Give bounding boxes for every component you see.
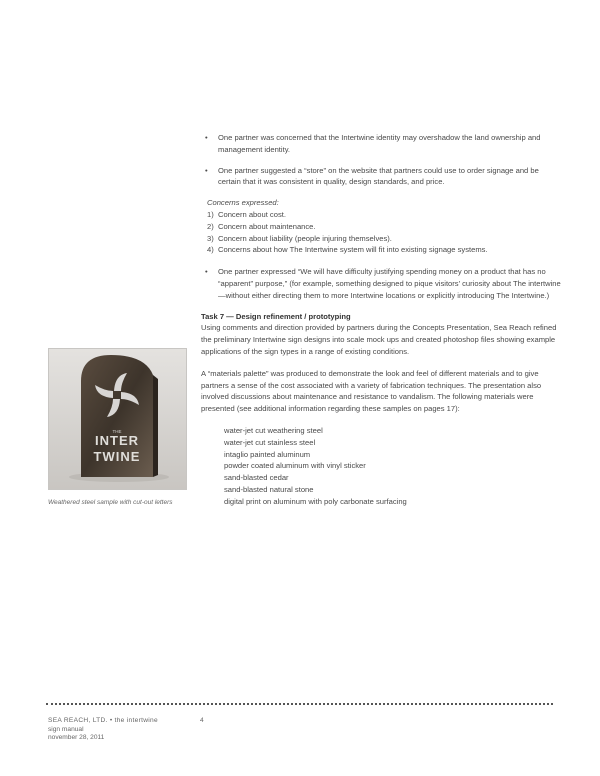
photo-caption: Weathered steel sample with cut-out letters [48, 499, 173, 506]
material-item: water-jet cut weathering steel [224, 425, 323, 435]
concern-text: Concern about cost. [218, 209, 286, 219]
bullet-dot: • [205, 165, 208, 175]
footer [48, 717, 158, 743]
concern-text: Concerns about how The Intertwine system will fit into existing signage systems. [218, 245, 488, 255]
bullet-text: One partner expressed “We will have difficulty justifying spending money on a product that has no “apparent” purpose,” (for example, something designed to pique visitors’ curiosity about The intertwine—without either directing them to more Intertwine locations or explicitly introducing The Intertwine.) [218, 267, 561, 300]
steel-sign-illustration [49, 349, 186, 489]
material-item: digital print on aluminum with poly carbonate surfacing [224, 496, 407, 506]
concern-text: Concern about maintenance. [218, 221, 316, 231]
concern-number: 2) [207, 221, 214, 231]
concern-item [207, 233, 561, 245]
main-content [201, 132, 561, 508]
footer-date: november 28, 2011 [48, 734, 105, 742]
bullet-dot: • [205, 133, 208, 142]
material-item: intaglio painted aluminum [224, 449, 311, 459]
bullet-item [201, 266, 561, 301]
bullet-text: One partner suggested a “store” on the website that partners could use to order signage and be certain that it was consistent in quality, design standards, and price. [218, 165, 539, 187]
material-item: powder coated aluminum with vinyl sticker [224, 461, 366, 471]
concern-text: Concern about liability (people injuring themselves). [218, 233, 392, 243]
material-item: water-jet cut stainless steel [224, 437, 316, 447]
task-heading: Task 7 — Design refinement / prototyping [201, 311, 351, 321]
materials-list [224, 425, 561, 508]
sign-small-text: THE [112, 429, 122, 434]
concern-item [207, 244, 561, 256]
concerns-title: Concerns expressed: [207, 198, 279, 208]
bullet-dot: • [205, 267, 208, 277]
bullet-text: One partner was concerned that the Intertwine identity may overshadow the land ownership and management identity. [218, 133, 541, 154]
bullet-item [201, 165, 561, 189]
concerns-list [207, 209, 561, 256]
footer-doc-title: sign manual [48, 725, 84, 733]
concern-number: 1) [207, 209, 214, 219]
material-item: sand-blasted natural stone [224, 484, 314, 494]
footer-brand: SEA REACH, LTD. • the intertwine [48, 717, 158, 724]
page-number: 4 [200, 717, 204, 724]
bullet-item [201, 132, 561, 156]
steel-sign-photo [48, 348, 187, 490]
material-item: sand-blasted cedar [224, 473, 289, 483]
concern-number: 3) [207, 233, 214, 243]
task-paragraph: A “materials palette” was produced to demonstrate the look and feel of different materials and to give partners a sense of the cost associated with a variety of fabrication techniques. The presentation also involved discussions about maintenance and resistance to vandalism. The following materials were presented (see additional information regarding these samples on pages 17): [201, 368, 542, 414]
sign-text-line1: INTER [95, 433, 139, 448]
concern-number: 4) [207, 245, 214, 255]
footer-divider [46, 703, 553, 705]
task-paragraph: Using comments and direction provided by partners during the Concepts Presentation, Sea Reach refined the preliminary Intertwine sign designs into scale mock ups and created photoshop files showing example applications of the sign types in a range of existing conditions. [201, 323, 557, 356]
concern-item [207, 209, 561, 221]
sign-edge [153, 375, 158, 477]
concern-item [207, 221, 561, 233]
sign-text-line2: TWINE [93, 449, 141, 464]
